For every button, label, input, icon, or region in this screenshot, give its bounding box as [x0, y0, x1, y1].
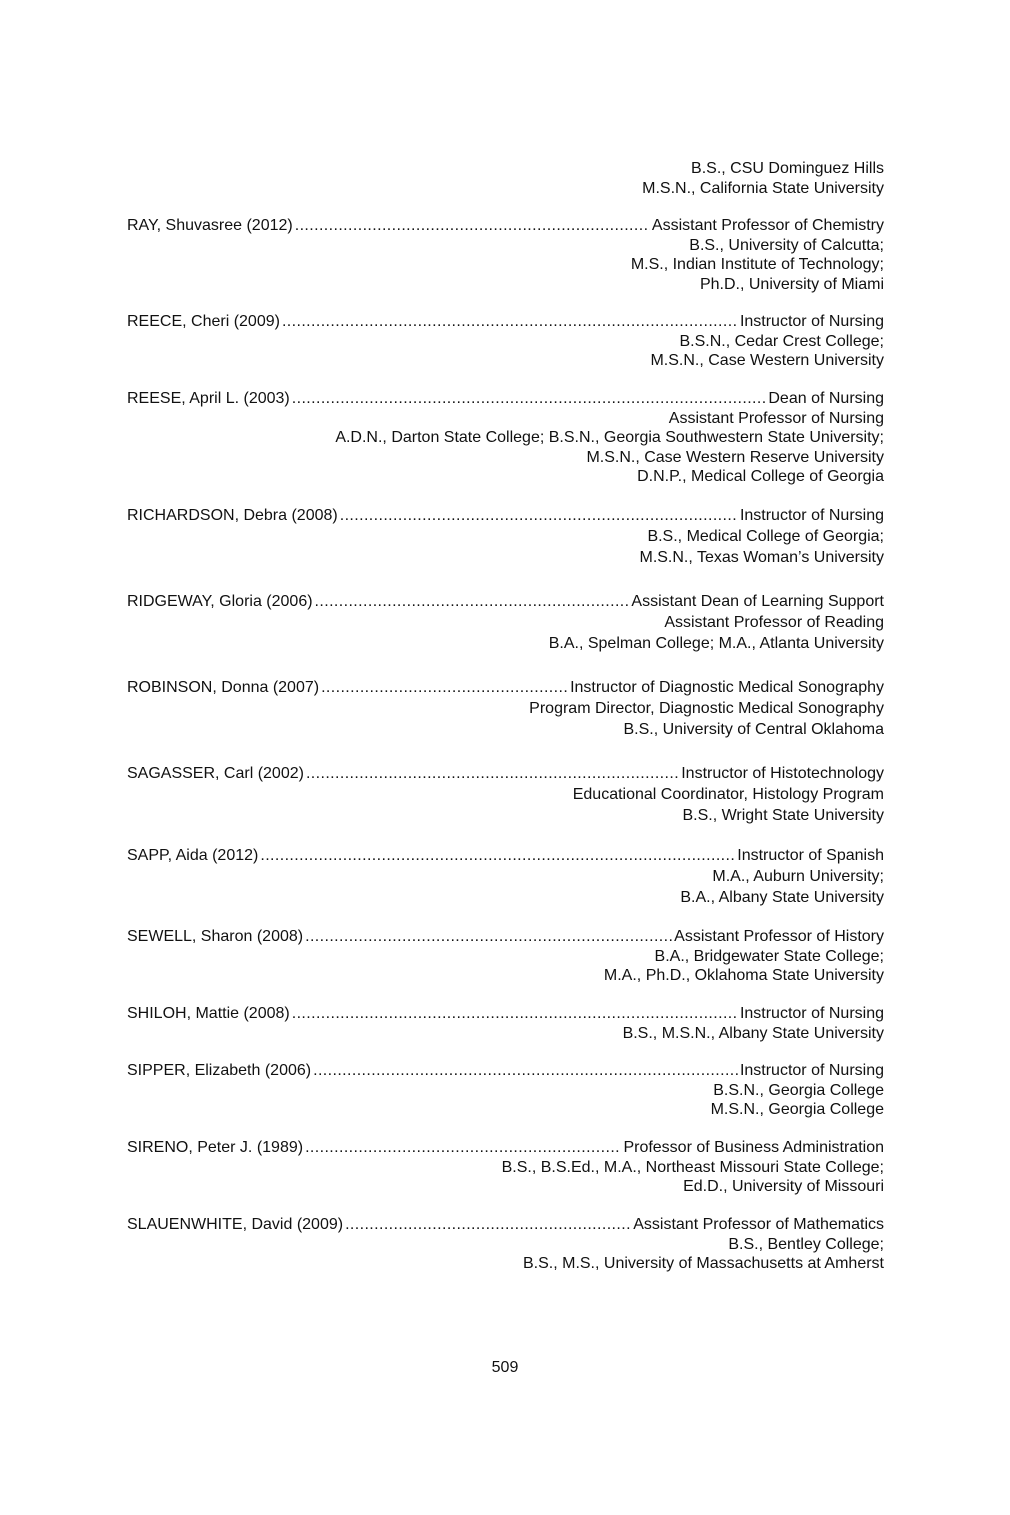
faculty-entry-sewell [127, 927, 884, 986]
degree-line: M.A., Auburn University; [712, 867, 884, 885]
degree-line: M.S.N., Case Western Reserve University [586, 448, 884, 466]
entry-header [127, 312, 884, 332]
faculty-entry-sipper [127, 1061, 884, 1120]
entry-header [127, 216, 884, 236]
degree-line: B.S., Bentley College; [728, 1235, 884, 1253]
faculty-entry-shiloh [127, 1004, 884, 1043]
entry-header [127, 846, 884, 866]
entry-header [127, 1215, 884, 1235]
dot-leader [321, 678, 568, 698]
faculty-name: SIRENO, Peter J. (1989) [127, 1139, 304, 1156]
entry-header [127, 592, 884, 612]
degree-line: B.S., M.S.N., Albany State University [622, 1024, 884, 1042]
faculty-title: Instructor of Nursing [739, 1005, 884, 1022]
faculty-title: Assistant Professor of Chemistry [651, 217, 884, 234]
faculty-title: Assistant Dean of Learning Support [631, 593, 884, 610]
faculty-title: Instructor of Histotechnology [681, 765, 884, 782]
entry-header [127, 389, 884, 409]
faculty-name: SHILOH, Mattie (2008) [127, 1005, 290, 1022]
degree-line: B.S.N., Georgia College [713, 1081, 884, 1099]
entry-header [127, 1061, 884, 1081]
faculty-title: Instructor of Nursing [739, 313, 884, 330]
faculty-name: SIPPER, Elizabeth (2006) [127, 1062, 312, 1079]
entry-header [127, 764, 884, 784]
degree-line: Program Director, Diagnostic Medical Sonography [529, 699, 884, 717]
degree-line: B.S., Medical College of Georgia; [647, 527, 884, 545]
faculty-name: RAY, Shuvasree (2012) [127, 217, 293, 234]
faculty-name: REECE, Cheri (2009) [127, 313, 280, 330]
faculty-title: Dean of Nursing [768, 390, 884, 407]
degree-line: B.S., CSU Dominguez Hills [691, 160, 884, 177]
entry-header [127, 927, 884, 947]
degree-line: Assistant Professor of Nursing [668, 409, 884, 427]
dot-leader [340, 506, 738, 526]
faculty-entry-ray [127, 216, 884, 294]
faculty-title: Instructor of Diagnostic Medical Sonography [570, 679, 884, 696]
faculty-entry-sapp [127, 846, 884, 908]
dot-leader [345, 1215, 631, 1235]
degree-line: B.A., Albany State University [680, 888, 884, 906]
degree-line: B.S., B.S.Ed., M.A., Northeast Missouri State College; [501, 1158, 884, 1176]
dot-leader [305, 927, 672, 947]
degree-line: M.S.N., Case Western University [650, 352, 884, 369]
faculty-title: Instructor of Nursing [739, 507, 884, 524]
page-number: 509 [491, 1359, 519, 1376]
faculty-name: ROBINSON, Donna (2007) [127, 679, 320, 696]
faculty-entry-robinson [127, 678, 884, 741]
faculty-name: RICHARDSON, Debra (2008) [127, 507, 338, 524]
faculty-name: REESE, April L. (2003) [127, 390, 290, 407]
faculty-entry-sagasser [127, 764, 884, 827]
entry-header [127, 1004, 884, 1024]
faculty-title: Assistant Professor of Mathematics [633, 1216, 884, 1233]
faculty-title: Professor of Business Administration [623, 1139, 884, 1156]
faculty-entry-ridgeway [127, 592, 884, 655]
degree-line: B.A., Spelman College; M.A., Atlanta University [548, 635, 884, 652]
dot-leader [282, 312, 738, 332]
degree-line: M.S., Indian Institute of Technology; [630, 256, 884, 273]
faculty-name: RIDGEWAY, Gloria (2006) [127, 593, 313, 610]
continued-entry [127, 159, 884, 198]
faculty-entry-slauenwhite [127, 1215, 884, 1274]
dot-leader [295, 216, 650, 236]
dot-leader [260, 846, 735, 866]
degree-line: Ed.D., University of Missouri [683, 1178, 884, 1195]
faculty-name: SAGASSER, Carl (2002) [127, 765, 304, 782]
faculty-name: SAPP, Aida (2012) [127, 847, 259, 864]
degree-line: B.S.N., Cedar Crest College; [679, 332, 884, 350]
degree-line: M.S.N., Texas Woman’s University [639, 548, 884, 566]
degree-line: Educational Coordinator, Histology Program [572, 785, 884, 803]
faculty-name: SLAUENWHITE, David (2009) [127, 1216, 344, 1233]
faculty-name: SEWELL, Sharon (2008) [127, 928, 304, 945]
entry-header [127, 678, 884, 698]
degree-line: M.S.N., California State University [642, 179, 884, 197]
degree-line: M.A., Ph.D., Oklahoma State University [603, 967, 884, 984]
faculty-title: Instructor of Nursing [739, 1062, 884, 1079]
faculty-entry-reese [127, 389, 884, 487]
faculty-entry-richardson [127, 506, 884, 568]
degree-line: M.S.N., Georgia College [710, 1101, 884, 1118]
dot-leader [306, 764, 679, 784]
faculty-title: Assistant Professor of History [674, 928, 884, 945]
faculty-title: Instructor of Spanish [737, 847, 884, 864]
entry-header [127, 506, 884, 526]
degree-line: B.A., Bridgewater State College; [654, 947, 884, 965]
degree-line: B.S., University of Central Oklahoma [623, 721, 884, 738]
degree-line: A.D.N., Darton State College; B.S.N., Georgia Southwestern State University; [335, 429, 884, 446]
dot-leader [313, 1061, 738, 1081]
degree-line: B.S., Wright State University [682, 807, 884, 824]
dot-leader [292, 389, 767, 409]
dot-leader [315, 592, 630, 612]
dot-leader [305, 1138, 621, 1158]
degree-line: B.S., M.S., University of Massachusetts at Amherst [522, 1255, 884, 1272]
faculty-entry-reece [127, 312, 884, 371]
degree-line: Assistant Professor of Reading [664, 613, 884, 631]
dot-leader [292, 1004, 738, 1024]
degree-line: B.S., University of Calcutta; [689, 236, 884, 254]
entry-header [127, 1138, 884, 1158]
degree-line: D.N.P., Medical College of Georgia [637, 468, 884, 485]
faculty-entry-sireno [127, 1138, 884, 1197]
degree-line: Ph.D., University of Miami [699, 275, 884, 293]
